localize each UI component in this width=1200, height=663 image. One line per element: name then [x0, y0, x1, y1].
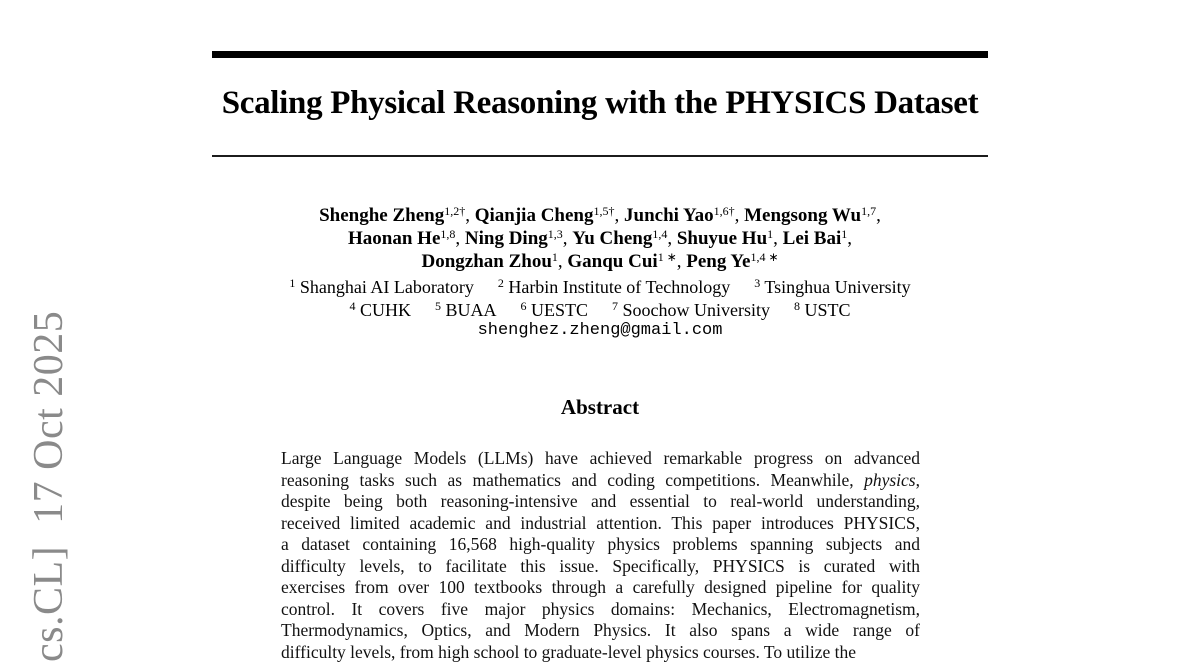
author-separator: , [667, 228, 677, 249]
abstract-line [281, 556, 920, 578]
abstract-segment: Large Language Models (LLMs) have achieved remarkable progress on advanced [281, 448, 920, 468]
author-name: Junchi Yao [624, 205, 714, 226]
affiliation-name: BUAA [445, 300, 496, 320]
author-superscript: 1 [841, 227, 847, 241]
author-superscript: 1,3 [548, 227, 563, 241]
affiliation-line [212, 276, 988, 299]
affiliation-item [435, 300, 497, 320]
authors-block [212, 204, 988, 273]
abstract-segment: , [916, 470, 920, 490]
abstract-line [281, 491, 920, 513]
author-name: Lei Bai [783, 228, 842, 249]
abstract-segment: received limited academic and industrial attention. This paper introduces PHYSICS, [281, 513, 920, 533]
abstract-segment: difficulty levels, to facilitate this issue. Specifically, PHYSICS is curated with [281, 556, 920, 576]
author-name: Ganqu Cui [567, 251, 657, 272]
author-separator: , [465, 205, 475, 226]
affiliation-name: UESTC [531, 300, 588, 320]
abstract-segment: a dataset containing 16,568 high-quality physics problems spanning subjects and [281, 534, 920, 554]
author-name: Ning Ding [465, 228, 548, 249]
abstract-segment: exercises from over 100 textbooks through a carefully designed pipeline for quality [281, 577, 920, 597]
affiliation-item [754, 277, 910, 297]
abstract-line [281, 599, 920, 621]
title-rule-bottom [212, 155, 988, 157]
author-name: Mengsong Wu [744, 205, 861, 226]
author-separator: , [615, 205, 625, 226]
abstract-segment: difficulty levels, from high school to graduate-level physics courses. To utilize the [281, 642, 856, 662]
affiliation-superscript: 8 [794, 299, 800, 313]
abstract-line [281, 642, 920, 663]
arxiv-watermark: cs.CL] 17 Oct 2025 [26, 311, 72, 662]
author-superscript: 1,5† [594, 204, 615, 218]
author-name: Peng Ye [686, 251, 750, 272]
author-separator: , [455, 228, 465, 249]
abstract-segment: physics [864, 470, 916, 490]
abstract-line [281, 470, 920, 492]
abstract-line [281, 448, 920, 470]
author-separator: , [735, 205, 745, 226]
affiliation-name: Harbin Institute of Technology [508, 277, 730, 297]
affiliations-block [212, 276, 988, 322]
author-superscript: 1 ∗ [658, 250, 677, 264]
author-superscript: 1 [552, 250, 558, 264]
affiliation-item [349, 300, 411, 320]
author-name: Dongzhan Zhou [421, 251, 551, 272]
affiliation-superscript: 1 [289, 276, 295, 290]
author-separator: , [558, 251, 568, 272]
abstract-line [281, 620, 920, 642]
affiliation-name: Soochow University [623, 300, 771, 320]
abstract-line [281, 577, 920, 599]
affiliation-name: USTC [805, 300, 851, 320]
author-name: Shuyue Hu [677, 228, 767, 249]
abstract-line [281, 534, 920, 556]
author-superscript: 1,8 [440, 227, 455, 241]
author-superscript: 1 [767, 227, 773, 241]
author-name: Qianjia Cheng [475, 205, 594, 226]
author-name: Haonan He [348, 228, 440, 249]
abstract-line [281, 513, 920, 535]
author-superscript: 1,2† [444, 204, 465, 218]
abstract-segment: despite being both reasoning-intensive and essential to real-world understanding, [281, 491, 920, 511]
affiliation-superscript: 3 [754, 276, 760, 290]
affiliation-item [794, 300, 851, 320]
affiliation-item [289, 277, 473, 297]
abstract-text [281, 448, 920, 663]
title-rule-top [212, 51, 988, 58]
affiliation-superscript: 7 [612, 299, 618, 313]
affiliation-superscript: 4 [349, 299, 355, 313]
abstract-segment: control. It covers five major physics domains: Mechanics, Electromagnetism, [281, 599, 920, 619]
affiliation-superscript: 5 [435, 299, 441, 313]
affiliation-line [212, 299, 988, 322]
author-line [212, 204, 988, 227]
affiliation-name: Tsinghua University [764, 277, 910, 297]
affiliation-item [521, 300, 589, 320]
paper-title: Scaling Physical Reasoning with the PHYSICS Dataset [212, 85, 988, 122]
affiliation-name: CUHK [360, 300, 411, 320]
author-line [212, 227, 988, 250]
author-separator: , [773, 228, 783, 249]
author-separator: , [876, 205, 881, 226]
affiliation-name: Shanghai AI Laboratory [300, 277, 474, 297]
abstract-segment: Thermodynamics, Optics, and Modern Physics. It also spans a wide range of [281, 620, 920, 640]
affiliation-superscript: 6 [521, 299, 527, 313]
abstract-segment: reasoning tasks such as mathematics and coding competitions. Meanwhile, [281, 470, 864, 490]
affiliation-item [498, 277, 730, 297]
author-superscript: 1,4 ∗ [750, 250, 778, 264]
author-separator: , [847, 228, 852, 249]
author-superscript: 1,7 [861, 204, 876, 218]
author-line [212, 250, 988, 273]
abstract-heading: Abstract [212, 395, 988, 420]
affiliation-item [612, 300, 770, 320]
author-separator: , [677, 251, 687, 272]
author-superscript: 1,6† [714, 204, 735, 218]
affiliation-superscript: 2 [498, 276, 504, 290]
contact-email: shenghez.zheng@gmail.com [212, 321, 988, 340]
author-separator: , [563, 228, 573, 249]
author-name: Yu Cheng [572, 228, 652, 249]
author-superscript: 1,4 [652, 227, 667, 241]
author-name: Shenghe Zheng [319, 205, 444, 226]
